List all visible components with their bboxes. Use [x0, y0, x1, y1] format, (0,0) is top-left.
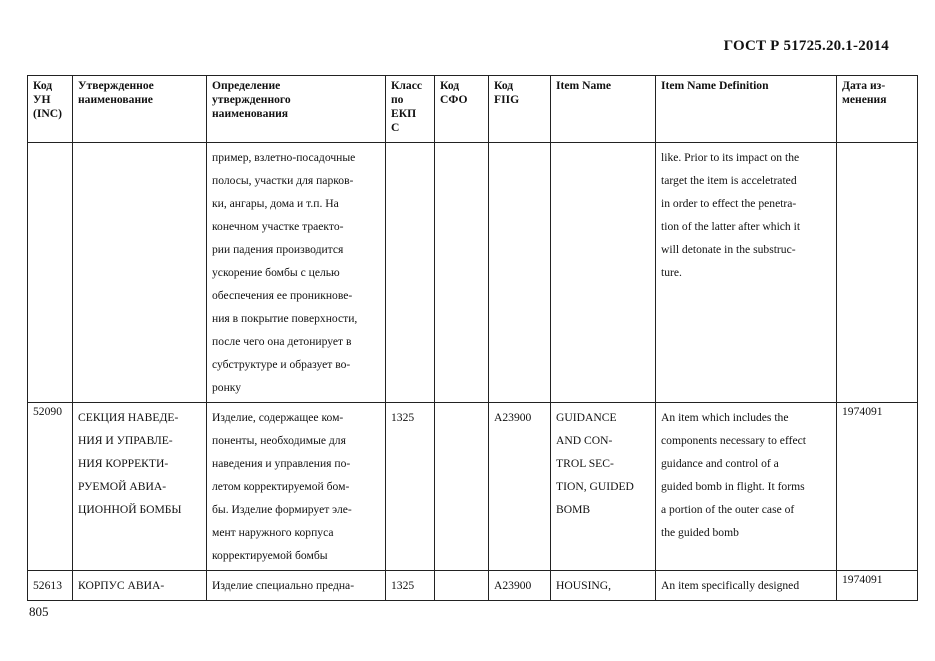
cell-class: 1325: [386, 403, 435, 571]
cell-definition-en: An item specifically designed: [656, 571, 837, 601]
cell-item-name: HOUSING,: [551, 571, 656, 601]
table-row: [28, 403, 918, 571]
cell-definition-ru: пример, взлетно-посадочные полосы, участки для парков- ки, ангары, дома и т.п. На конечном участке траекто- рии падения производится ускорение бомбы с целью обеспечения ее проникнове- ния в покрытие поверхности, после чего она детонирует в субструктуре и образует во- ронку: [207, 143, 386, 403]
cell-fiig: A23900: [489, 403, 551, 571]
column-header-fiig: Код FIIG: [489, 76, 551, 143]
cell-fiig: [489, 143, 551, 403]
cell-date: 1974091: [837, 403, 918, 571]
cell-definition-ru: Изделие, содержащее ком- поненты, необходимые для наведения и управления по- летом корректируемой бом- бы. Изделие формирует эле- мент наружного корпуса корректируемой бомбы: [207, 403, 386, 571]
cell-approved-name: КОРПУС АВИА-: [73, 571, 207, 601]
column-header-inc: Код УН (INC): [28, 76, 73, 143]
cell-date: 1974091: [837, 571, 918, 601]
cell-inc: [28, 143, 73, 403]
table-row: [28, 571, 918, 601]
column-header-class: Класс по ЕКП С: [386, 76, 435, 143]
cell-sfo: [435, 403, 489, 571]
column-header-item-name-definition: Item Name Definition: [656, 76, 837, 143]
column-header-definition-ru: Определение утвержденного наименования: [207, 76, 386, 143]
cell-sfo: [435, 571, 489, 601]
specification-table: [27, 75, 918, 601]
cell-definition-en: An item which includes the components necessary to effect guidance and control of a guided bomb in flight. It forms a portion of the outer case of the guided bomb: [656, 403, 837, 571]
cell-fiig: A23900: [489, 571, 551, 601]
column-header-sfo: Код СФО: [435, 76, 489, 143]
page-number: 805: [29, 604, 49, 619]
cell-class: 1325: [386, 571, 435, 601]
cell-date: [837, 143, 918, 403]
cell-item-name: [551, 143, 656, 403]
document-title: ГОСТ Р 51725.20.1-2014: [723, 38, 889, 54]
table-row: [28, 143, 918, 403]
cell-inc: 52090: [28, 403, 73, 571]
cell-approved-name: [73, 143, 207, 403]
table-header-row: [28, 76, 918, 143]
cell-class: [386, 143, 435, 403]
cell-inc: 52613: [28, 571, 73, 601]
cell-definition-en: like. Prior to its impact on the target the item is acceletrated in order to effect the penetra- tion of the latter after which it will detonate in the substruc- ture.: [656, 143, 837, 403]
column-header-date: Дата из- менения: [837, 76, 918, 143]
cell-sfo: [435, 143, 489, 403]
column-header-approved-name: Утвержденное наименование: [73, 76, 207, 143]
column-header-item-name: Item Name: [551, 76, 656, 143]
cell-item-name: GUIDANCE AND CON- TROL SEC- TION, GUIDED BOMB: [551, 403, 656, 571]
cell-approved-name: СЕКЦИЯ НАВЕДЕ- НИЯ И УПРАВЛЕ- НИЯ КОРРЕКТИ- РУЕМОЙ АВИА- ЦИОННОЙ БОМБЫ: [73, 403, 207, 571]
cell-definition-ru: Изделие специально предна-: [207, 571, 386, 601]
